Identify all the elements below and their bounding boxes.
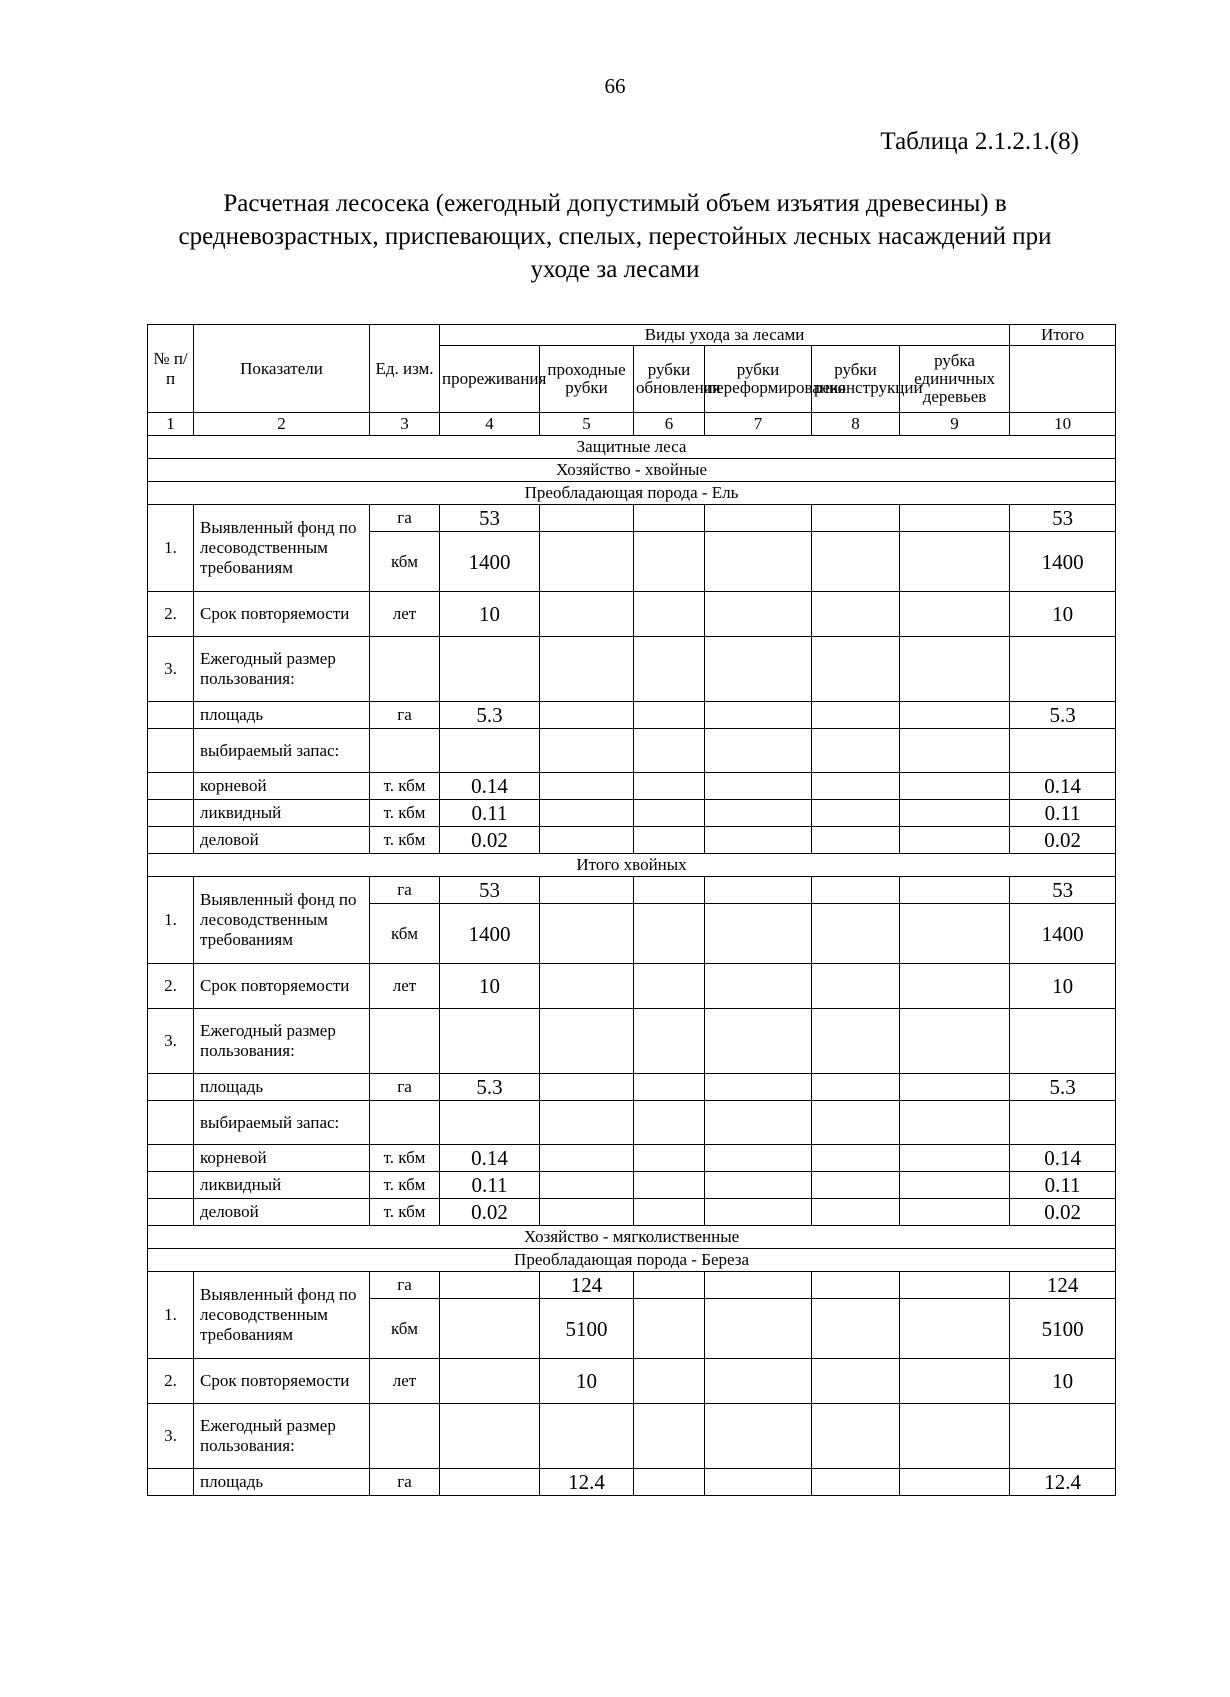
unit-cell: кбм	[370, 1299, 440, 1359]
unit-cell: га	[370, 877, 440, 904]
indicator-stock: выбираемый запас:	[194, 729, 370, 773]
value-cell: 124	[540, 1272, 634, 1299]
table-row	[148, 729, 1116, 773]
indicator-period: Срок повторяемости	[194, 592, 370, 637]
unit-cell: га	[370, 1272, 440, 1299]
header-col8: рубки реконструкции	[812, 346, 900, 413]
column-numbers-row	[148, 413, 1116, 436]
total-cell: 0.02	[1010, 827, 1116, 854]
header-col4: прореживания	[440, 346, 540, 413]
value-cell: 0.11	[440, 800, 540, 827]
table-row	[148, 505, 1116, 532]
unit-cell: т. кбм	[370, 800, 440, 827]
value-cell: 10	[440, 964, 540, 1009]
row-number: 3.	[148, 1009, 194, 1074]
col-number: 7	[705, 413, 812, 436]
table-row	[148, 773, 1116, 800]
row-number: 2.	[148, 964, 194, 1009]
indicator-liquid: ликвидный	[194, 1172, 370, 1199]
indicator-annual: Ежегодный размер пользования:	[194, 637, 370, 702]
section-row	[148, 854, 1116, 877]
indicator-business: деловой	[194, 827, 370, 854]
table-row	[148, 1101, 1116, 1145]
total-cell: 12.4	[1010, 1469, 1116, 1496]
col-number: 10	[1010, 413, 1116, 436]
header-care-types: Виды ухода за лесами	[440, 325, 1010, 346]
value-cell: 12.4	[540, 1469, 634, 1496]
unit-cell: т. кбм	[370, 1199, 440, 1226]
value-cell: 0.14	[440, 773, 540, 800]
total-cell: 1400	[1010, 904, 1116, 964]
value-cell: 5100	[540, 1299, 634, 1359]
header-unit: Ед. изм.	[370, 325, 440, 413]
indicator-fund: Выявленный фонд по лесоводственным требованиям	[194, 505, 370, 592]
unit-cell: га	[370, 505, 440, 532]
header-row-1	[148, 325, 1116, 346]
col-number: 2	[194, 413, 370, 436]
value-cell: 1400	[440, 532, 540, 592]
header-indicators: Показатели	[194, 325, 370, 413]
indicator-annual: Ежегодный размер пользования:	[194, 1404, 370, 1469]
section-row	[148, 459, 1116, 482]
forest-care-table	[147, 324, 1116, 1496]
row-number: 3.	[148, 1404, 194, 1469]
total-cell: 1400	[1010, 532, 1116, 592]
col-number: 9	[900, 413, 1010, 436]
table-row	[148, 1359, 1116, 1404]
unit-cell: т. кбм	[370, 1172, 440, 1199]
value-cell: 0.02	[440, 827, 540, 854]
unit-cell: га	[370, 1469, 440, 1496]
unit-cell: т. кбм	[370, 1145, 440, 1172]
value-cell: 53	[440, 877, 540, 904]
value-cell: 5.3	[440, 702, 540, 729]
unit-cell: т. кбм	[370, 773, 440, 800]
indicator-area: площадь	[194, 1074, 370, 1101]
section-row	[148, 1226, 1116, 1249]
table-row	[148, 877, 1116, 904]
table-row	[148, 964, 1116, 1009]
section-species-spruce: Преобладающая порода - Ель	[148, 482, 1116, 505]
total-cell: 10	[1010, 592, 1116, 637]
value-cell: 10	[440, 592, 540, 637]
total-cell: 5.3	[1010, 702, 1116, 729]
value-cell: 10	[540, 1359, 634, 1404]
section-farm-softwood: Хозяйство - мягколиственные	[148, 1226, 1116, 1249]
value-cell: 0.14	[440, 1145, 540, 1172]
table-row	[148, 1009, 1116, 1074]
section-total-conifer: Итого хвойных	[148, 854, 1116, 877]
section-row	[148, 1249, 1116, 1272]
table-row	[148, 1199, 1116, 1226]
section-row	[148, 482, 1116, 505]
col-number: 6	[634, 413, 705, 436]
total-cell: 0.14	[1010, 773, 1116, 800]
total-cell: 53	[1010, 877, 1116, 904]
table-row	[148, 827, 1116, 854]
indicator-root: корневой	[194, 773, 370, 800]
table-row	[148, 702, 1116, 729]
total-cell: 10	[1010, 964, 1116, 1009]
header-col6: рубки обновления	[634, 346, 705, 413]
page-number: 66	[604, 74, 626, 98]
header-col5: проходные рубки	[540, 346, 634, 413]
table-row	[148, 1145, 1116, 1172]
indicator-root: корневой	[194, 1145, 370, 1172]
indicator-period: Срок повторяемости	[194, 964, 370, 1009]
col-number: 1	[148, 413, 194, 436]
table-row	[148, 1172, 1116, 1199]
total-cell: 0.11	[1010, 800, 1116, 827]
unit-cell: т. кбм	[370, 827, 440, 854]
value-cell: 53	[440, 505, 540, 532]
indicator-annual: Ежегодный размер пользования:	[194, 1009, 370, 1074]
unit-cell: лет	[370, 1359, 440, 1404]
indicator-period: Срок повторяемости	[194, 1359, 370, 1404]
section-row	[148, 436, 1116, 459]
col-number: 3	[370, 413, 440, 436]
col-number: 4	[440, 413, 540, 436]
total-cell: 0.11	[1010, 1172, 1116, 1199]
value-cell: 0.11	[440, 1172, 540, 1199]
total-cell: 53	[1010, 505, 1116, 532]
row-number: 3.	[148, 637, 194, 702]
total-cell: 0.02	[1010, 1199, 1116, 1226]
indicator-fund: Выявленный фонд по лесоводственным требованиям	[194, 877, 370, 964]
header-total: Итого	[1010, 325, 1116, 346]
row-number: 1.	[148, 505, 194, 592]
value-cell: 5.3	[440, 1074, 540, 1101]
total-cell: 10	[1010, 1359, 1116, 1404]
header-col9: рубка единичных деревьев	[900, 346, 1010, 413]
unit-cell: кбм	[370, 532, 440, 592]
table-row	[148, 1469, 1116, 1496]
table-row	[148, 1272, 1116, 1299]
indicator-area: площадь	[194, 702, 370, 729]
section-protective: Защитные леса	[148, 436, 1116, 459]
value-cell: 0.02	[440, 1199, 540, 1226]
section-species-birch: Преобладающая порода - Береза	[148, 1249, 1116, 1272]
section-farm-conifer: Хозяйство - хвойные	[148, 459, 1116, 482]
unit-cell: кбм	[370, 904, 440, 964]
header-no: № п/п	[148, 325, 194, 413]
total-cell: 5100	[1010, 1299, 1116, 1359]
indicator-stock: выбираемый запас:	[194, 1101, 370, 1145]
table-row	[148, 592, 1116, 637]
table-row	[148, 637, 1116, 702]
value-cell: 1400	[440, 904, 540, 964]
table-row	[148, 1404, 1116, 1469]
row-number: 1.	[148, 1272, 194, 1359]
unit-cell: лет	[370, 964, 440, 1009]
col-number: 5	[540, 413, 634, 436]
col-number: 8	[812, 413, 900, 436]
indicator-area: площадь	[194, 1469, 370, 1496]
total-cell: 124	[1010, 1272, 1116, 1299]
table-row	[148, 800, 1116, 827]
indicator-liquid: ликвидный	[194, 800, 370, 827]
table-label: Таблица 2.1.2.1.(8)	[880, 128, 1079, 155]
indicator-business: деловой	[194, 1199, 370, 1226]
unit-cell: га	[370, 702, 440, 729]
table-row	[148, 1074, 1116, 1101]
total-cell: 5.3	[1010, 1074, 1116, 1101]
header-col7: рубки переформирования	[705, 346, 812, 413]
row-number: 1.	[148, 877, 194, 964]
unit-cell: га	[370, 1074, 440, 1101]
unit-cell: лет	[370, 592, 440, 637]
indicator-fund: Выявленный фонд по лесоводственным требованиям	[194, 1272, 370, 1359]
table-title: Расчетная лесосека (ежегодный допустимый объем изъятия древесины) в средневозрастных, приспевающих, спелых, перестойных лесных насаждений при уходе за лесами	[178, 190, 1052, 283]
row-number: 2.	[148, 1359, 194, 1404]
header-col10-empty	[1010, 346, 1116, 413]
total-cell: 0.14	[1010, 1145, 1116, 1172]
row-number: 2.	[148, 592, 194, 637]
